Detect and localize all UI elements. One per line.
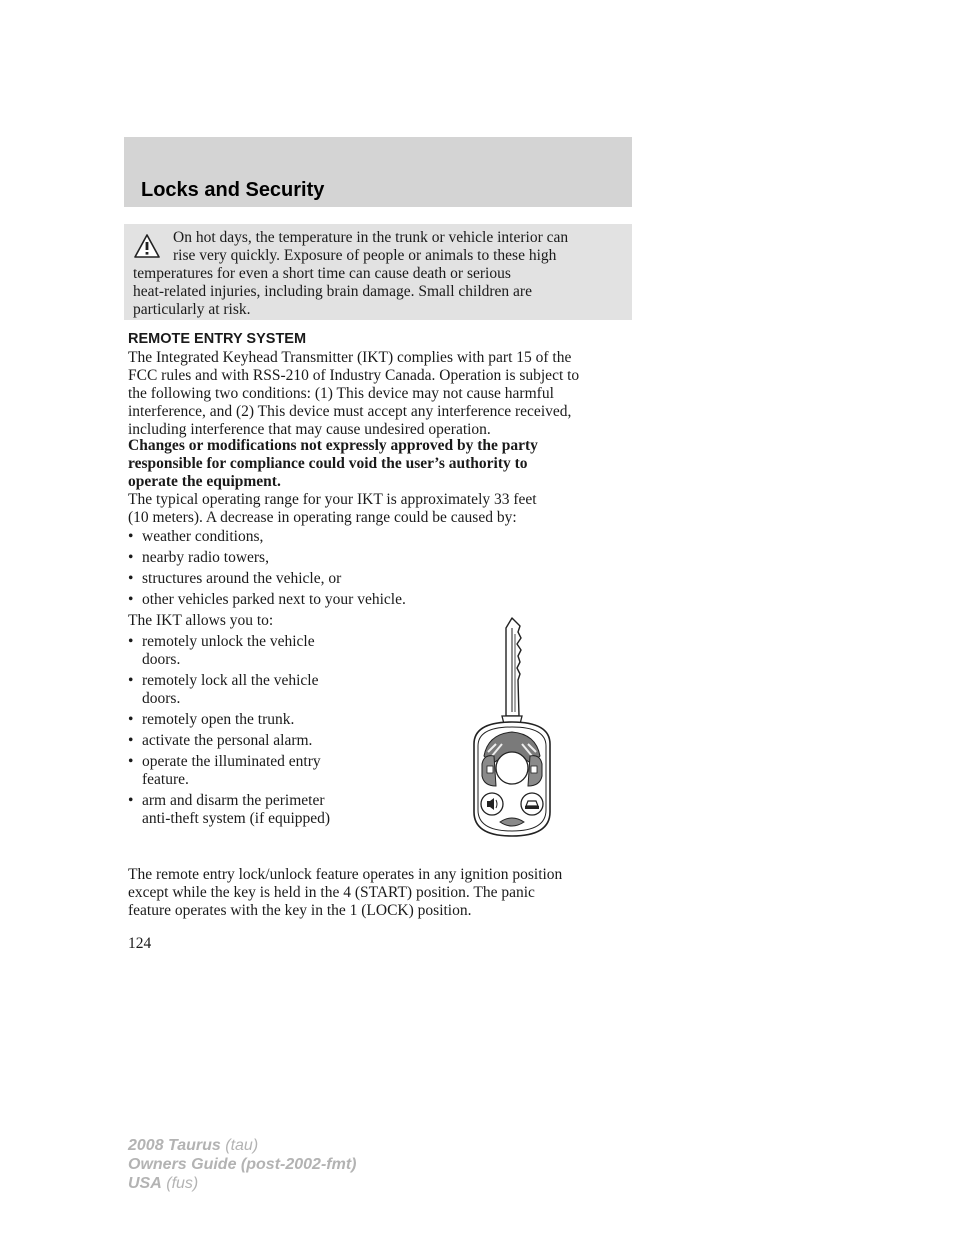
body-paragraph <box>128 491 537 527</box>
body-paragraph <box>128 866 562 920</box>
paragraph-line: including interference that may cause undesired operation. <box>128 421 491 438</box>
key-fob-illustration <box>462 616 562 838</box>
section-heading: REMOTE ENTRY SYSTEM <box>128 331 307 347</box>
footer-guide: Owners Guide (post-2002-fmt) <box>128 1156 357 1173</box>
warning-text <box>133 265 629 319</box>
paragraph-line: the following two conditions: (1) This device may not cause harmful <box>128 385 554 402</box>
bullet-dot: • <box>128 711 134 728</box>
bold-paragraph <box>128 437 538 491</box>
body-paragraph <box>128 349 579 439</box>
list-item-text: nearby radio towers, <box>142 549 269 566</box>
list-item-text: weather conditions, <box>142 528 264 545</box>
section-title: Locks and Security <box>141 179 325 201</box>
paragraph-line: Changes or modifications not expressly approved by the party <box>128 437 538 454</box>
footer-market: USA <box>128 1175 162 1192</box>
footer-line <box>128 1175 198 1193</box>
list-item-line: operate the illuminated entry <box>142 753 321 770</box>
footer-code: (tau) <box>225 1137 259 1154</box>
list-item-text: activate the personal alarm. <box>142 732 313 749</box>
paragraph-line: The remote entry lock/unlock feature operates in any ignition position <box>128 866 563 883</box>
list-item-text <box>142 792 330 828</box>
list-item-line: remotely lock all the vehicle <box>142 672 319 689</box>
warning-line: particularly at risk. <box>133 301 251 318</box>
paragraph-line: except while the key is held in the 4 (START) position. The panic <box>128 884 535 901</box>
warning-line: On hot days, the temperature in the trunk or vehicle interior can <box>173 229 569 246</box>
list-item-line: doors. <box>142 690 181 707</box>
list-item-line: remotely unlock the vehicle <box>142 633 315 650</box>
warning-icon <box>133 233 161 259</box>
bullet-dot: • <box>128 672 134 689</box>
bullet-dot: • <box>128 753 134 770</box>
list-item-text: structures around the vehicle, or <box>142 570 342 587</box>
list-item-text <box>142 753 321 789</box>
footer-line <box>128 1156 356 1174</box>
paragraph-line: (10 meters). A decrease in operating range could be caused by: <box>128 509 517 526</box>
footer-code: (fus) <box>166 1175 199 1192</box>
page-number: 124 <box>128 935 152 952</box>
list-intro: The IKT allows you to: <box>128 612 274 629</box>
paragraph-line: operate the equipment. <box>128 473 281 490</box>
list-item-line: feature. <box>142 771 189 788</box>
warning-line: temperatures for even a short time can cause death or serious <box>133 265 511 282</box>
warning-line: rise very quickly. Exposure of people or animals to these high <box>173 247 557 264</box>
bullet-dot: • <box>128 732 134 749</box>
bullet-dot: • <box>128 792 134 809</box>
warning-text-indented <box>173 229 629 265</box>
list-item-text <box>142 672 318 708</box>
list-item-text <box>142 633 315 669</box>
bullet-dot: • <box>128 528 134 545</box>
paragraph-line: interference, and (2) This device must accept any interference received, <box>128 403 572 420</box>
paragraph-line: feature operates with the key in the 1 (LOCK) position. <box>128 902 472 919</box>
paragraph-line: responsible for compliance could void the user’s authority to <box>128 455 528 472</box>
bullet-dot: • <box>128 633 134 650</box>
paragraph-line: The Integrated Keyhead Transmitter (IKT) complies with part 15 of the <box>128 349 572 366</box>
warning-line: heat-related injuries, including brain damage. Small children are <box>133 283 532 300</box>
list-item-text: remotely open the trunk. <box>142 711 295 728</box>
list-item-line: anti-theft system (if equipped) <box>142 810 331 827</box>
list-item-line: arm and disarm the perimeter <box>142 792 325 809</box>
bullet-dot: • <box>128 549 134 566</box>
bullet-dot: • <box>128 591 134 608</box>
footer-model: 2008 Taurus <box>128 1137 221 1154</box>
list-item-text: other vehicles parked next to your vehicle. <box>142 591 406 608</box>
paragraph-line: FCC rules and with RSS-210 of Industry Canada. Operation is subject to <box>128 367 580 384</box>
paragraph-line: The typical operating range for your IKT is approximately 33 feet <box>128 491 537 508</box>
bullet-dot: • <box>128 570 134 587</box>
list-item-line: doors. <box>142 651 181 668</box>
footer-line <box>128 1137 258 1155</box>
